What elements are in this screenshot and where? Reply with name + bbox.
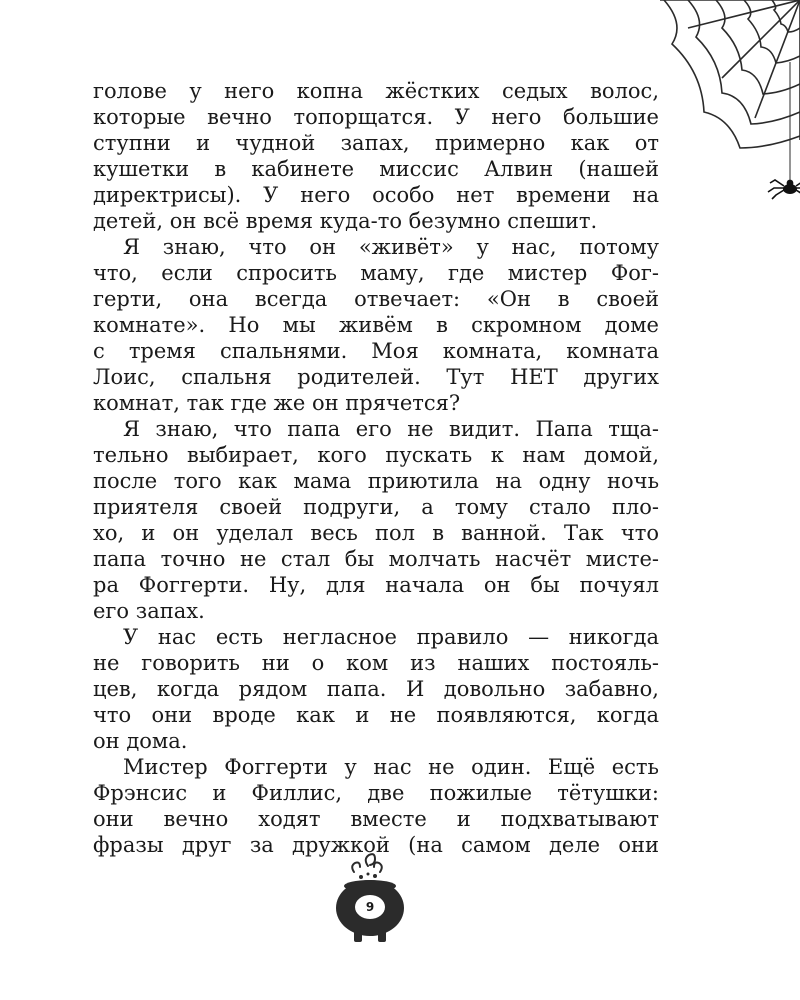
body-text — [93, 78, 659, 858]
text-line: его запах. — [93, 599, 205, 623]
text-line: Я знаю, что папа его не видит. Папа тща- — [123, 417, 659, 441]
text-line: ра Фоггерти. Ну, для начала он бы почуял — [93, 573, 659, 597]
page-number: 9 — [365, 900, 375, 914]
text-line: после того как мама приютила на одну ночь — [93, 469, 659, 493]
text-line: что, если спросить маму, где мистер Фог- — [93, 261, 659, 285]
text-line: ступни и чудной запах, примерно как от — [93, 131, 659, 155]
spider-web-icon — [660, 0, 800, 210]
text-line: комнате». Но мы живём в скромном доме — [93, 313, 659, 337]
text-line: он дома. — [93, 729, 188, 753]
text-line: детей, он всё время куда-то безумно спешит. — [93, 209, 598, 233]
paragraph — [93, 416, 659, 624]
text-line: тельно выбирает, кого пускать к нам домой, — [93, 443, 659, 467]
paragraph — [93, 754, 659, 858]
text-line: с тремя спальнями. Моя комната, комната — [93, 339, 659, 363]
text-line: кушетки в кабинете миссис Алвин (нашей — [93, 157, 659, 181]
text-line: комнат, так где же он прячется? — [93, 391, 461, 415]
text-line: хо, и он уделал весь пол в ванной. Так что — [93, 521, 659, 545]
text-line: герти, она всегда отвечает: «Он в своей — [93, 287, 659, 311]
text-line: У нас есть негласное правило — никогда — [123, 625, 659, 649]
text-line: не говорить ни о ком из наших постояль- — [93, 651, 659, 675]
paragraph — [93, 624, 659, 754]
spider-icon — [768, 180, 800, 199]
steam-swirls — [352, 854, 382, 879]
text-line: Лоис, спальня родителей. Тут НЕТ других — [93, 365, 659, 389]
page-footer — [320, 850, 420, 950]
text-line: приятеля своей подруги, а тому стало пло- — [93, 495, 659, 519]
text-line: папа точно не стал бы молчать насчёт мисте- — [93, 547, 659, 571]
text-line: директрисы). У него особо нет времени на — [93, 183, 659, 207]
text-line: фразы друг за дружкой (на самом деле они — [93, 833, 659, 857]
text-line: цев, когда рядом папа. И довольно забавно, — [93, 677, 659, 701]
paragraph — [93, 78, 659, 234]
text-line: голове у него копна жёстких седых волос, — [93, 79, 659, 103]
text-line: Фрэнсис и Филлис, две пожилые тётушки: — [93, 781, 659, 805]
paragraph — [93, 234, 659, 416]
text-line: Я знаю, что он «живёт» у нас, потому — [123, 235, 659, 259]
text-line: они вечно ходят вместе и подхватывают — [93, 807, 659, 831]
text-line: которые вечно топорщатся. У него большие — [93, 105, 659, 129]
text-line: что они вроде как и не появляются, когда — [93, 703, 659, 727]
text-line: Мистер Фоггерти у нас не один. Ещё есть — [123, 755, 659, 779]
